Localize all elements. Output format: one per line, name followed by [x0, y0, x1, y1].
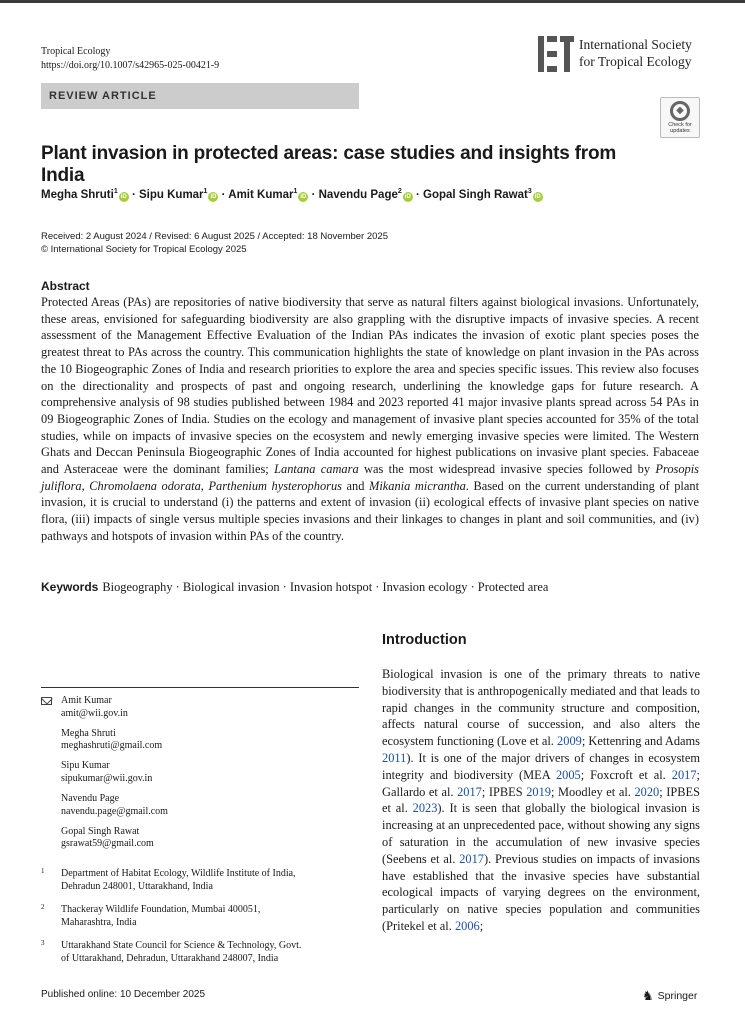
history-dates: Received: 2 August 2024 / Revised: 6 August 2025 / Accepted: 18 November 2025: [41, 231, 388, 242]
citation-link[interactable]: 2006: [454, 918, 480, 933]
affiliation-line: Maharashtra, India: [61, 917, 137, 928]
abstract-heading: Abstract: [41, 279, 90, 293]
affiliation-entry: [41, 867, 359, 893]
orcid-icon[interactable]: iD: [120, 193, 127, 200]
contact-name: Amit Kumar: [61, 695, 112, 706]
article-title: Plant invasion in protected areas: case studies and insights from India: [41, 143, 617, 186]
author-affil-ref: 3: [527, 188, 532, 195]
citation-link[interactable]: 2011: [382, 750, 407, 765]
journal-info: [41, 45, 219, 73]
affiliations: [41, 867, 359, 975]
journal-name: Tropical Ecology: [41, 46, 111, 57]
species-name: Parthenium hysterophorus: [208, 478, 342, 493]
contact-name: Gopal Singh Rawat: [61, 825, 140, 837]
footnote-divider: [41, 687, 359, 688]
copyright-line: © International Society for Tropical Ecology 2025: [41, 244, 247, 255]
affiliation-entry: [41, 939, 359, 965]
author-name[interactable]: Navendu Page: [318, 188, 398, 201]
affiliation-line: Uttarakhand State Council for Science & Technology, Govt.: [61, 940, 302, 951]
keywords: [41, 580, 701, 595]
introduction-heading: Introduction: [382, 632, 467, 648]
citation-link[interactable]: 2005: [555, 767, 581, 782]
species-name: Mikania micrantha: [369, 478, 466, 493]
orcid-icon[interactable]: iD: [210, 193, 217, 200]
author-name[interactable]: Megha Shruti: [41, 188, 114, 201]
contact-entry: [41, 695, 359, 720]
society-logo-icon: [538, 36, 574, 72]
species-name: Prosopis juliflora: [41, 462, 699, 493]
envelope-icon: [41, 697, 52, 705]
author-separator: ·: [221, 188, 226, 201]
check-updates-text-2: updates: [670, 128, 690, 134]
author-separator: ·: [131, 188, 136, 201]
contact-name: Sipu Kumar: [61, 760, 110, 772]
orcid-icon[interactable]: iD: [404, 193, 411, 200]
springer-horse-icon: ♞: [642, 988, 654, 1003]
check-updates-text: Check for: [668, 122, 692, 128]
abstract-body: Protected Areas (PAs) are repositories of native biodiversity that serve as natural filters against biological invasions. Unfortunately, these areas, envisioned for safeguarding biodiversity are also grappling with the disruptive impacts of invasive species. A recent assessment of the Management Effective Evaluation of the Indian PAs indicates the invasion of exotic plant species poses the greatest threat to PAs across the country. This communication highlights the state of knowledge on plant invasion in the PAs across the 10 Biogeographic Zones of India and research priorities to explore the area and species specific issues. This review also focuses on the directionality and prospects of past and ongoing research, underlining the knowledge gaps for future research. A comprehensive analysis of 98 studies published between 1984 and 2023 reported 41 major invasive plants spread across 54 PAs in 09 Biogeographic Zones of India. Studies on the ecology and management of invasive plant species accounted for 35% of the total studies, while on impacts of invasive species on the ecosystem and newly emerging invasive species were limited. The Western Ghats and Deccan Peninsula Biogeographic Zones of India accounted for highest publications on invasive plant species. Fabaceae and Asteraceae were the dominant families; Lantana camara was the most widespread invasive species followed by Prosopis juliflora, Chromolaena odorata, Parthenium hysterophorus and Mikania micrantha. Based on the current understanding of plant invasion, it is crucial to understand (i) the patterns and extent of invasion (ii) ecological effects of invasive plant species on native flora, (iii) impacts of single versus multiple species invasions and their linkages to changes in plant and soil communities, and (iv) pathways and hotspots of invasion within PAs of the country.: [41, 295, 700, 543]
citation-link[interactable]: 2017: [671, 767, 697, 782]
bookmark-icon: ◆: [670, 101, 690, 121]
affiliation-line: Dehradun 248001, Uttarakhand, India: [61, 881, 213, 892]
publisher-name: Springer: [657, 989, 698, 1002]
author-name[interactable]: Sipu Kumar: [139, 188, 204, 201]
society-name-line2: for Tropical Ecology: [579, 54, 692, 69]
author-affil-ref: 1: [203, 188, 208, 195]
citation-link[interactable]: 2019: [526, 784, 551, 799]
publisher-logo: [642, 989, 697, 1002]
affiliation-number: 3: [41, 939, 45, 947]
affiliation-number: 1: [41, 867, 45, 875]
citation-link[interactable]: 2009: [557, 734, 582, 749]
contact-name: Navendu Page: [61, 793, 120, 805]
affiliation-line: of Uttarakhand, Dehradun, Uttarakhand 248007, India: [61, 953, 279, 964]
affiliation-entry: [41, 903, 359, 929]
author-separator: ·: [311, 188, 316, 201]
orcid-icon[interactable]: iD: [534, 193, 541, 200]
author-name[interactable]: Amit Kumar: [228, 188, 294, 201]
citation-link[interactable]: 2023: [412, 801, 438, 816]
article-dates: [41, 230, 388, 256]
top-rule: [0, 0, 745, 3]
contact-entry: [41, 760, 359, 785]
contact-entry: [41, 826, 359, 851]
corresponding-contacts: [41, 695, 359, 858]
citation-link[interactable]: 2017: [459, 851, 484, 866]
author-affil-ref: 1: [293, 188, 298, 195]
author-list: [41, 188, 701, 202]
contact-email[interactable]: gsrawat59@gmail.com: [61, 838, 154, 850]
author-affil-ref: 1: [113, 188, 118, 195]
article-type-banner: REVIEW ARTICLE: [41, 83, 359, 109]
affiliation-line: Thackeray Wildlife Foundation, Mumbai 400051,: [61, 904, 261, 915]
affiliation-line: Department of Habitat Ecology, Wildlife Institute of India,: [61, 868, 296, 879]
society-name-line1: International Society: [579, 37, 692, 52]
species-name: Chromolaena odorata: [89, 478, 201, 493]
contact-email[interactable]: navendu.page@gmail.com: [61, 805, 168, 817]
contact-entry: [41, 793, 359, 818]
contact-email[interactable]: sipukumar@wii.gov.in: [61, 772, 153, 784]
check-for-updates-button[interactable]: [660, 97, 700, 138]
keywords-list: Biogeography · Biological invasion · Invasion hotspot · Invasion ecology · Protected area: [102, 580, 549, 594]
keywords-label: Keywords: [41, 580, 99, 594]
affiliation-number: 2: [41, 903, 45, 911]
author-affil-ref: 2: [397, 188, 402, 195]
author-name[interactable]: Gopal Singh Rawat: [423, 188, 528, 201]
citation-link[interactable]: 2017: [457, 784, 482, 799]
contact-name: Megha Shruti: [61, 727, 116, 739]
author-separator: ·: [415, 188, 420, 201]
doi-link[interactable]: https://doi.org/10.1007/s42965-025-00421-9: [41, 60, 220, 71]
contact-email[interactable]: amit@wii.gov.in: [61, 707, 128, 719]
orcid-icon[interactable]: iD: [300, 193, 307, 200]
introduction-body: Biological invasion is one of the primary threats to native biodiversity that is anthropogenically mediated and that leads to rapid changes in the community structure and composition, affects natural course of succession, and also alters the ecosystem functioning (Love et al. 2009; Kettenring and Adams 2011). It is one of the major drivers of changes in ecosystem integrity and biodiversity (MEA 2005; Foxcroft et al. 2017; Gallardo et al. 2017; IPBES 2019; Moodley et al. 2020; IPBES et al. 2023). It is seen that globally the biological invasion is increasing at an unprecedented pace, without showing any signs of saturation in the accumulation of new invasive species (Seebens et al. 2017). Previous studies on impacts of invasions have established that the invasive species have substantial ecological impacts of varying degrees on the environment, particularly on native species population and communities (Pritekel et al. 2006;: [382, 667, 701, 933]
citation-link[interactable]: 2020: [634, 784, 660, 799]
species-name: Lantana camara: [274, 462, 359, 477]
society-logo-block: [538, 36, 692, 72]
contact-email[interactable]: meghashruti@gmail.com: [61, 740, 163, 752]
contact-entry: [41, 728, 359, 753]
published-date: Published online: 10 December 2025: [41, 989, 205, 1000]
